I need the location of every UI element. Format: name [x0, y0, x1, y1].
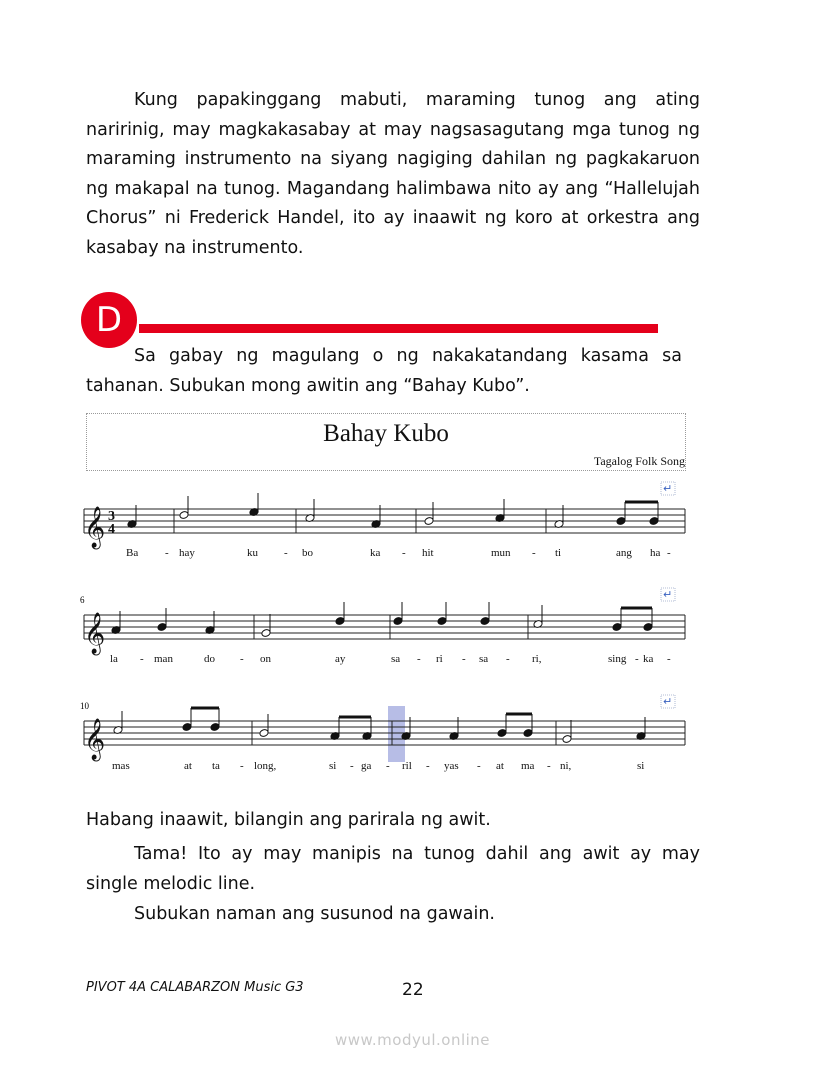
section-d-badge: D [81, 292, 137, 348]
music-score: 𝄞 ↵ ↵ ↵ 6 10 3 4 Ba - hay ku - bo ka - hit mun - ti ang ha - la - man do - on ay sa - ri - sa - ri, sing - ka - mas at ta - long, si - ga - ril - yas - at ma - ni, si [80, 475, 692, 785]
lyric-syllable: do [204, 653, 215, 665]
measure-number: 6 [80, 595, 85, 605]
after-text-2: Tama! Ito ay may manipis na tunog dahil ang awit ay may single melodic line. [86, 844, 700, 894]
lyric-syllable: si [329, 760, 337, 772]
lyric-syllable: - [402, 547, 406, 559]
lyric-syllable: - [532, 547, 536, 559]
lyric-syllable: - [165, 547, 169, 559]
lyric-syllable: Ba [126, 547, 139, 559]
lyric-syllable: ha [650, 547, 661, 559]
lyric-syllable: ni, [560, 760, 572, 772]
lyric-syllable: - [462, 653, 466, 665]
lyric-syllable: ma [521, 760, 535, 772]
lyric-syllable: bo [302, 547, 313, 559]
lyric-syllable: ta [212, 760, 220, 772]
lyric-syllable: - [547, 760, 551, 772]
lyric-syllable: ang [616, 547, 632, 559]
lyric-syllable: ri [436, 653, 443, 665]
return-icon: ↵ [663, 588, 673, 601]
return-icon: ↵ [663, 695, 673, 708]
lyric-syllable: ku [247, 547, 258, 559]
notes-line-1 [127, 493, 659, 528]
lyric-syllable: - [284, 547, 288, 559]
song-title: Bahay Kubo [323, 420, 449, 447]
lyric-syllable: hay [179, 547, 195, 559]
lyric-syllable: ka [643, 653, 654, 665]
lyric-syllable: la [110, 653, 118, 665]
lyric-syllable: sa [479, 653, 489, 665]
lyric-syllable: hit [422, 547, 434, 559]
lyric-syllable: - [477, 760, 481, 772]
lyric-syllable: yas [444, 760, 459, 772]
watermark: www.modyul.online [334, 1031, 491, 1049]
page-number: 22 [402, 980, 424, 1000]
time-signature-top: 3 [108, 509, 115, 524]
lyric-syllable: on [260, 653, 271, 665]
lyric-syllable: long, [254, 760, 277, 772]
lyric-syllable: ri, [532, 653, 542, 665]
after-text-3: Subukan naman ang susunod na gawain. [134, 904, 495, 924]
lyric-syllable: - [140, 653, 144, 665]
lyric-syllable: - [667, 547, 671, 559]
return-icon: ↵ [663, 482, 673, 495]
lyric-syllable: man [154, 653, 173, 665]
lyric-syllable: - [506, 653, 510, 665]
lyric-syllable: - [426, 760, 430, 772]
instruction-text: Sa gabay ng magulang o ng nakakatandang kasama sa tahanan. Subukan mong awitin ang “Bahay Kubo”. [86, 346, 682, 396]
lyric-syllable: - [350, 760, 354, 772]
lyric-syllable: ril [402, 760, 412, 772]
lyric-syllable: - [417, 653, 421, 665]
lyric-syllable: mas [112, 760, 130, 772]
lyric-syllable: - [386, 760, 390, 772]
lyric-syllable: sa [391, 653, 401, 665]
lyric-syllable: ka [370, 547, 381, 559]
lyric-syllable: - [240, 653, 244, 665]
lyric-syllable: si [637, 760, 645, 772]
song-subtitle: Tagalog Folk Song [593, 454, 685, 468]
lyric-syllable: ay [335, 653, 346, 665]
lyric-syllable: sing [608, 653, 627, 665]
footer-text: PIVOT 4A CALABARZON Music G3 [86, 980, 304, 995]
lyric-syllable: - [635, 653, 639, 665]
staff-lines [84, 509, 685, 745]
time-signature-bottom: 4 [108, 522, 115, 537]
measure-number: 10 [80, 701, 89, 711]
song-title-box [86, 413, 686, 471]
lyric-syllable: mun [491, 547, 511, 559]
lyric-syllable: - [240, 760, 244, 772]
after-text-1: Habang inaawit, bilangin ang parirala ng awit. [86, 810, 491, 830]
notes-line-3 [113, 708, 646, 743]
intro-paragraph: Kung papakinggang mabuti, maraming tunog ang ating naririnig, may magkakasabay at may nagsasagutang mga tunog ng maraming instrumento na siyang nagiging dahilan ng pagkakaruon ng makapal na tunog. Magandang halimbawa nito ay ang “Hallelujah Chorus” ni Frederick Handel, ito ay inaawit ng koro at orkestra ang kasabay na instrumento. [86, 90, 700, 258]
lyric-syllable: ga [361, 760, 372, 772]
notes-line-2 [111, 602, 653, 637]
lyric-syllable: ti [555, 547, 562, 559]
section-divider [139, 324, 658, 333]
highlighted-note [388, 706, 405, 762]
lyric-syllable: at [496, 760, 504, 772]
treble-clef-icon [84, 506, 105, 761]
lyric-syllable: at [184, 760, 192, 772]
lyric-syllable: - [667, 653, 671, 665]
